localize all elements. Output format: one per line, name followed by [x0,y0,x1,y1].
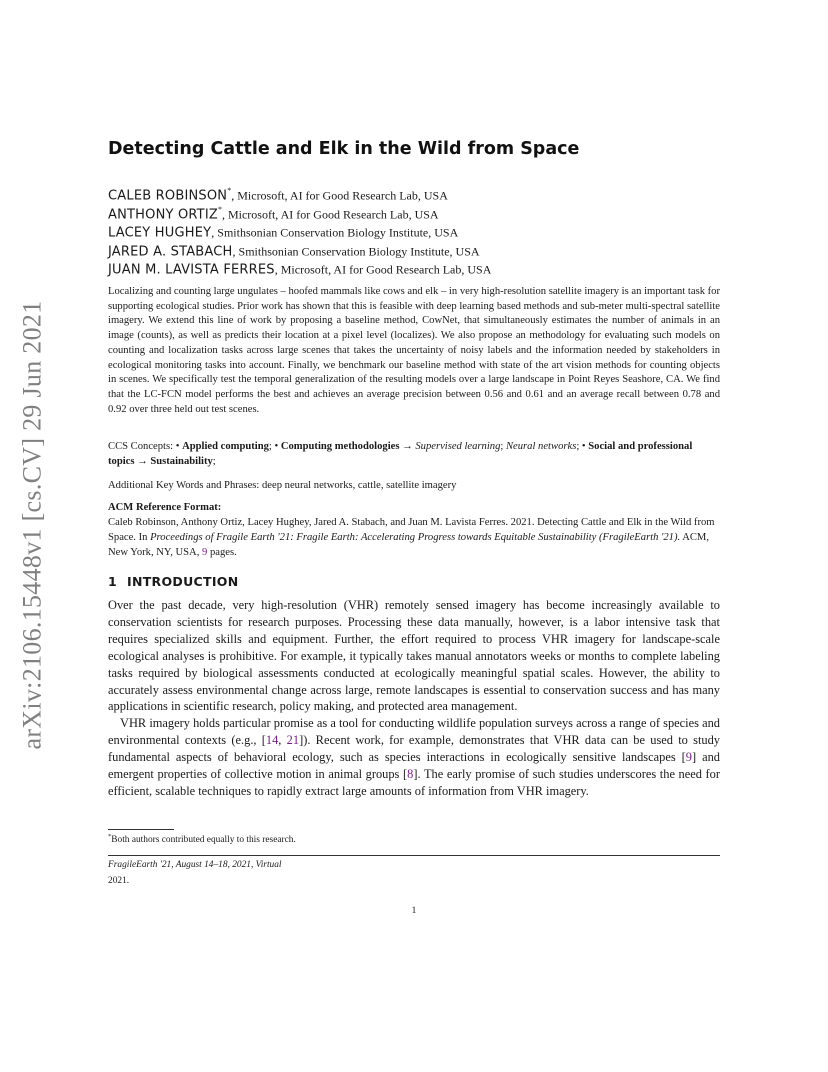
section-title: INTRODUCTION [127,574,239,589]
paragraph-text: ]. The early promise of such studies underscores the need for efficient, scalable techniques to rapidly extract large amounts of information from VHR imagery. [108,767,721,798]
paragraph-text: VHR imagery holds particular promise as a tool for conducting wildlife population surveys across a range of species and environmental contexts (e.g., [ [108,716,720,748]
citation-link[interactable]: 9 [685,750,692,765]
section-number: 1 [108,574,117,589]
ccs-concept: Computing methodologies [280,441,400,452]
venue-line: FragileEarth '21, August 14–18, 2021, Virtual [108,860,282,870]
footnote-text: Both authors contributed equally to this research. [111,835,296,846]
ccs-end: ; [212,456,216,467]
author-line [108,238,491,257]
author-name: ANTHONY ORTIZ [108,206,218,222]
acm-proceedings: Proceedings of Fragile Earth '21: Fragile Earth: Accelerating Progress towards Equitable Sustainability (FragileEarth '21). [150,532,681,543]
paragraph-text: , [278,733,287,748]
page-number: 1 [411,906,417,916]
acm-reference-heading: ACM Reference Format: [108,502,222,513]
footer-divider [108,855,720,856]
paragraph-text: ]). Recent work, for example, demonstrates that VHR data can be used to study fundamental aspects of behavioral ecology, such as species interactions in ecologically sensitive landscapes [ [108,733,720,765]
year-line: 2021. [108,876,130,886]
author-list [108,182,492,278]
ccs-separator: ; • [576,441,589,452]
citation-link[interactable]: 21 [286,733,300,748]
author-name: JARED A. STABACH [108,243,233,259]
author-marker: * [217,204,222,214]
author-line [108,182,491,204]
ccs-subconcept: Supervised learning [415,441,501,452]
author-name: JUAN M. LAVISTA FERRES [108,262,275,278]
ccs-subconcept: Sustainability [150,456,213,467]
citation-link[interactable]: 8 [407,767,414,782]
author-line [108,256,492,278]
ccs-prefix: CCS Concepts: • [108,441,183,452]
author-line [108,219,491,241]
author-affiliation: , Smithsonian Conservation Biology Institute, USA [211,225,459,240]
ccs-arrow: → [134,456,151,467]
citation-link[interactable]: 14 [265,733,279,748]
footnote [108,833,296,845]
author-name: CALEB ROBINSON [108,188,228,204]
ccs-separator: ; [500,441,506,452]
ccs-subconcept: Neural networks [505,441,577,452]
author-name: LACEY HUGHEY [108,225,212,241]
acm-pages-label: pages. [207,547,237,558]
acm-reference-text [108,515,720,560]
author-line [108,201,491,220]
acm-reference [108,500,720,560]
paragraph: Over the past decade, very high-resolution (VHR) remotely sensed imagery has become increasingly available to conservation scientists for research purposes. Processing these data manually, however, is a labor intensive task that requires specialized skills and equipment. Further, the effort required to process VHR imagery for landscape-scale ecological analyses is prohibitive. For example, it typically takes manual annotators weeks or months to complete labeling tasks required by biological assessments conducted at ecologically meaningful spatial scales. However, the ability to accurately assess environmental change across large, remote landscapes is essential to conservation success and has many applications in scientific research, policy making, and protected area management. [108,598,720,714]
introduction-body [108,597,720,800]
arxiv-sidebar [18,290,48,760]
author-marker: * [227,186,232,195]
author-affiliation: , Microsoft, AI for Good Research Lab, USA [221,206,439,221]
acm-publisher: ACM, New York, NY, USA, [108,532,709,558]
ccs-concept: Social and professional topics [108,441,693,467]
paragraph [108,715,720,800]
acm-citation: Caleb Robinson, Anthony Ortiz, Lacey Hughey, Jared A. Stabach, and Juan M. Lavista Ferres. 2021. Detecting Cattle and Elk in the Wild from Space. In [108,517,715,543]
paragraph-text: ] and emergent properties of collective motion in animal groups [ [108,750,720,782]
footnote-divider [108,829,174,830]
keywords: Additional Key Words and Phrases: deep neural networks, cattle, satellite imagery [108,480,457,491]
ccs-concept: Applied computing [182,441,269,452]
paper-title: Detecting Cattle and Elk in the Wild from Space [108,139,580,159]
ccs-arrow: → [399,441,416,452]
ccs-separator: ; • [268,441,281,452]
author-affiliation: , Microsoft, AI for Good Research Lab, USA [231,188,448,203]
section-heading [108,574,238,589]
abstract: Localizing and counting large ungulates – hoofed mammals like cows and elk – in very high-resolution satellite imagery is an important task for supporting ecological studies. Prior work has shown that this is feasible with deep learning based methods and sub-meter multi-spectral satellite imagery. We extend this line of work by proposing a baseline method, CowNet, that simultaneously estimates the number of animals in an image (counts), as well as predicts their location at a pixel level (localizes). We also propose an methodology for evaluating such models on counting and localization tasks across large scenes that takes the uncertainty of noisy labels and the information needed by stakeholders in ecological monitoring tasks into account. Finally, we benchmark our baseline method with state of the art vision methods for counting objects in scenes. We specifically test the temporal generalization of the resulting models over a large landscape in Point Reyes Seashore, CA. We find that the LC-FCN model performs the best and achieves an average precision between 0.56 and 0.61 and an average recall between 0.78 and 0.92 over three held out test scenes. [108,286,720,415]
footnote-marker: * [108,833,112,840]
author-affiliation: , Smithsonian Conservation Biology Institute, USA [232,243,480,258]
arxiv-id: arXiv:2106.15448v1 [cs.CV] 29 Jun 2021 [18,300,48,750]
ccs-concepts [108,439,720,469]
author-affiliation: , Microsoft, AI for Good Research Lab, USA [274,262,492,277]
page-count-link[interactable]: 9 [202,547,208,558]
